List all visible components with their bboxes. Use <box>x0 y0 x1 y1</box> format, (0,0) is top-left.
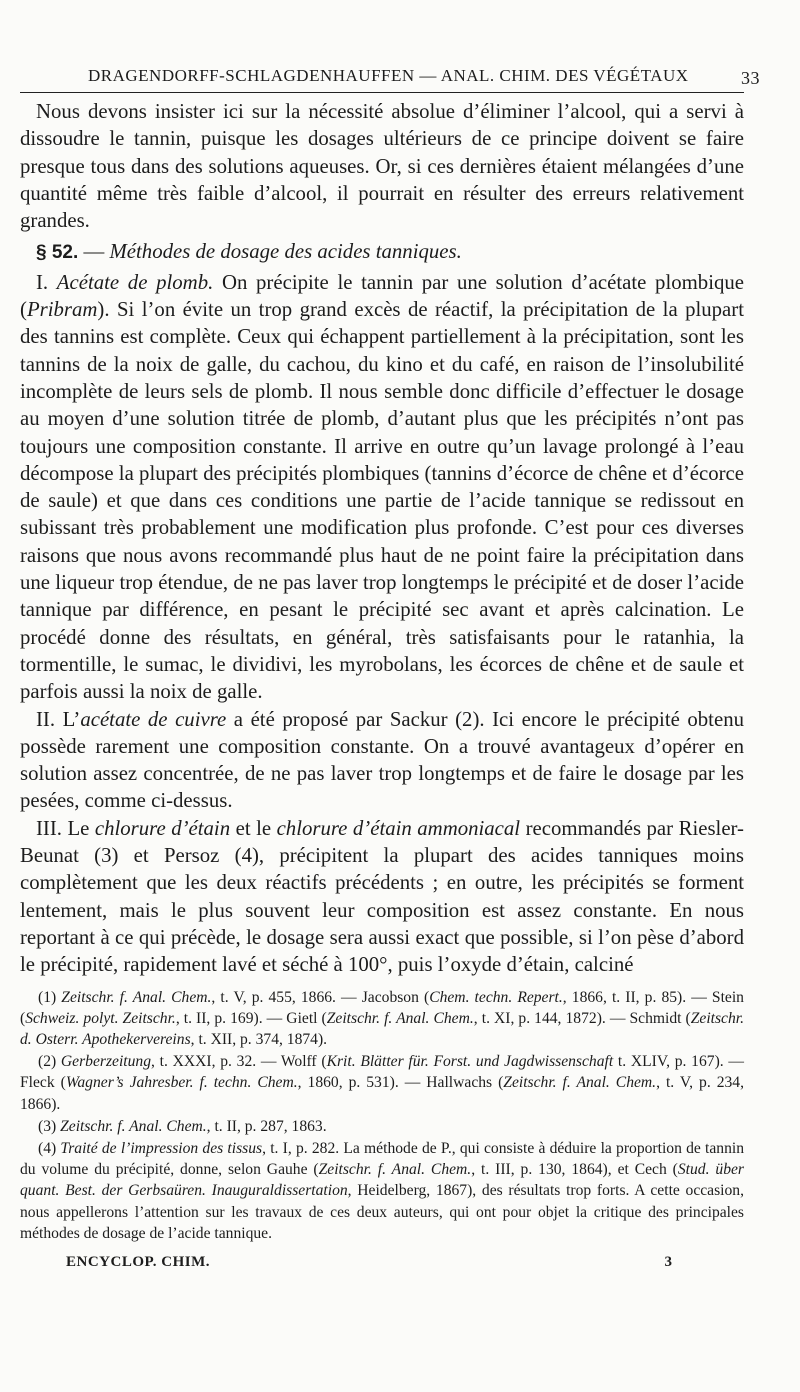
item-number: II. L’ <box>36 707 81 731</box>
author-pribram: Pribram <box>26 298 98 322</box>
term-ammoniacal-tin-chloride: chlorure d’étain ammoniacal <box>276 816 521 840</box>
text-run: , 1866, t. II, p. 85). — Stein ( <box>20 988 744 1027</box>
citation-title: Zeitschr. f. Anal. Chem. <box>326 1009 474 1027</box>
section-heading <box>20 238 744 266</box>
text-run: , t. II, p. 287, 1863. <box>206 1117 327 1135</box>
paragraph-tin-chloride <box>20 815 744 979</box>
text-run: , 1860, p. 531). — Hallwachs ( <box>297 1074 504 1092</box>
signature-mark: 3 <box>664 1253 672 1270</box>
text-run: recommandés par Riesler-Beunat (3) et Persoz (4), précipitent la plupart des acides tanniques moins complètement que les deux réactifs précédents ; en outre, les précipités se forment lentement, mais le plus souvent leur composition est assez constante. En nous reportant à ce qui précède, le dosage sera aussi exact que possible, si l’on pèse d’abord le précipité, rapidement lavé et séché à 100°, puis l’oxyde d’étain, calciné <box>20 816 744 977</box>
citation-title: Zeitschr. f. Anal. Chem. <box>318 1161 472 1179</box>
citation-title: Wagner’s Jahresber. f. techn. Chem. <box>65 1074 298 1092</box>
footnote-1 <box>20 987 744 1051</box>
citation-title: Krit. Blätter für. Forst. und Jagdwissenschaft <box>326 1053 614 1071</box>
item-number: I. <box>36 270 57 294</box>
section-dash: — <box>78 240 110 264</box>
paragraph-intro: Nous devons insister ici sur la nécessité absolue d’éliminer l’alcool, qui a servi à dissoudre le tannin, puisque les dosages ultérieurs de ce principe doivent se faire presque tous dans des solutions aqueuses. Or, si ces dernières étaient mélangées d’une quantité même très faible d’alcool, il pourrait en résulter des erreurs relativement grandes. <box>20 100 744 233</box>
text-run: t. XLIV, p. 167). — Fleck ( <box>20 1053 744 1092</box>
citation-title: Chem. techn. Repert. <box>429 988 563 1006</box>
citation-title: Zeitschr. f. Anal. Chem. <box>61 988 212 1006</box>
text-run: , t. V, p. 234, 1866). <box>20 1074 744 1113</box>
text-run: , t. XI, p. 144, 1872). — Schmidt ( <box>473 1009 691 1027</box>
text-run: , t. III, p. 130, 1864), et Cech ( <box>471 1161 678 1179</box>
text-run: , t. I, p. 282. La méthode de P., qui consiste à déduire la proportion de tannin du volume du précipité, donne, selon Gauhe ( <box>20 1139 744 1179</box>
footnote-4 <box>20 1138 744 1244</box>
section-number: § 52. <box>36 242 79 264</box>
paragraph-copper-acetate <box>20 706 744 815</box>
text-run: , Heidelberg, 1867), des résultats trop forts. A cette occasion, nous appellerons l’attention sur les travaux de ces deux auteurs, qui ont pour objet la critique des principales méthodes de dosage de l’acide tannique. <box>20 1182 744 1242</box>
page-number: 33 <box>741 68 760 88</box>
citation-title: Zeitschr. f. Anal. Chem. <box>60 1117 207 1135</box>
footnote-marker: (1) <box>38 988 62 1006</box>
section-title: Méthodes de dosage des acides tanniques. <box>109 240 462 264</box>
text-run: ). Si l’on évite un trop grand excès de réactif, la précipitation de la plupart des tannins est complète. Ceux qui échappent partiellement à la précipitation, sont les tannins de la noix de galle, du cachou, du kino et du café, en raison de l’insolubilité incomplète de leurs sels de plomb. Il nous semble donc difficile d’effectuer le dosage au moyen d’une solution titrée de plomb, d’autant plus que les précipités n’ont pas toujours une composition constante. Il arrive en outre qu’un lavage prolongé à l’eau décompose la plupart des précipités plombiques (tannins d’écorce de chêne et d’écorce de saule) et que dans ces conditions une partie de l’acide tannique se redissout en subissant très probablement une modification plus profonde. C’est pour ces diverses raisons que nous avons recommandé plus haut de ne point faire la précipitation dans une liqueur trop étendue, de ne pas laver trop longtemps le précipité et de doser l’acide tannique par différence, en pesant le précipité sec avant et après calcination. Le procédé donne des résultats, en général, très satisfaisants pour le ratanhia, la tormentille, le sumac, le dividivi, les myrobolans, les écorces de chêne et de saule et parfois aussi la noix de galle. <box>20 298 744 704</box>
term-tin-chloride: chlorure d’étain <box>94 816 231 840</box>
text-run: a été proposé par Sackur (2). Ici encore le précipité obtenu possède rarement une composition constante. On a trouvé avantageux d’opérer en solution assez concentrée, de ne pas laver trop longtemps et de faire le dosage par les pesées, comme ci-dessus. <box>20 707 744 813</box>
text-run: , t. XXXI, p. 32. — Wolff ( <box>151 1053 327 1071</box>
citation-title: Zeitschr. f. Anal. Chem. <box>503 1074 657 1092</box>
citation-title: Schweiz. polyt. Zeitschr. <box>25 1009 176 1027</box>
footnote-2 <box>20 1051 744 1115</box>
citation-title: Stud. über quant. Best. der Gerbsaüren. Inauguraldissertation <box>20 1161 744 1200</box>
text-run: , t. V, p. 455, 1866. — Jacobson ( <box>211 988 430 1006</box>
citation-title: Gerberzeitung <box>60 1053 152 1071</box>
page <box>20 58 760 1276</box>
term-copper-acetate: acétate de cuivre <box>80 707 227 731</box>
footnote-marker: (4) <box>38 1139 61 1157</box>
citation-title: Traité de l’impression des tissus <box>60 1139 263 1157</box>
text-run: On précipite le tannin par une solution d’acétate plombique ( <box>20 270 744 322</box>
citation-title: Zeitschr. d. Osterr. Apothekervereins <box>20 1009 745 1048</box>
footnotes <box>20 987 744 1244</box>
main-text <box>20 98 744 979</box>
series-title: ENCYCLOP. CHIM. <box>66 1253 211 1270</box>
footnote-3 <box>20 1116 744 1137</box>
page-footer <box>20 1254 744 1276</box>
text-run: , t. XII, p. 374, 1874). <box>190 1030 328 1048</box>
running-title: DRAGENDORFF-SCHLAGDENHAUFFEN — ANAL. CHIM. DES VÉGÉTAUX <box>88 66 689 85</box>
text-run: , t. II, p. 169). — Gietl ( <box>175 1009 327 1027</box>
paragraph-lead-acetate <box>20 269 744 706</box>
item-number: III. Le <box>36 816 95 840</box>
footnote-marker: (3) <box>38 1117 61 1135</box>
footnote-marker: (2) <box>38 1053 61 1071</box>
text-run: et le <box>230 816 277 840</box>
term-lead-acetate: Acétate de plomb. <box>56 270 214 294</box>
running-header <box>20 58 760 93</box>
